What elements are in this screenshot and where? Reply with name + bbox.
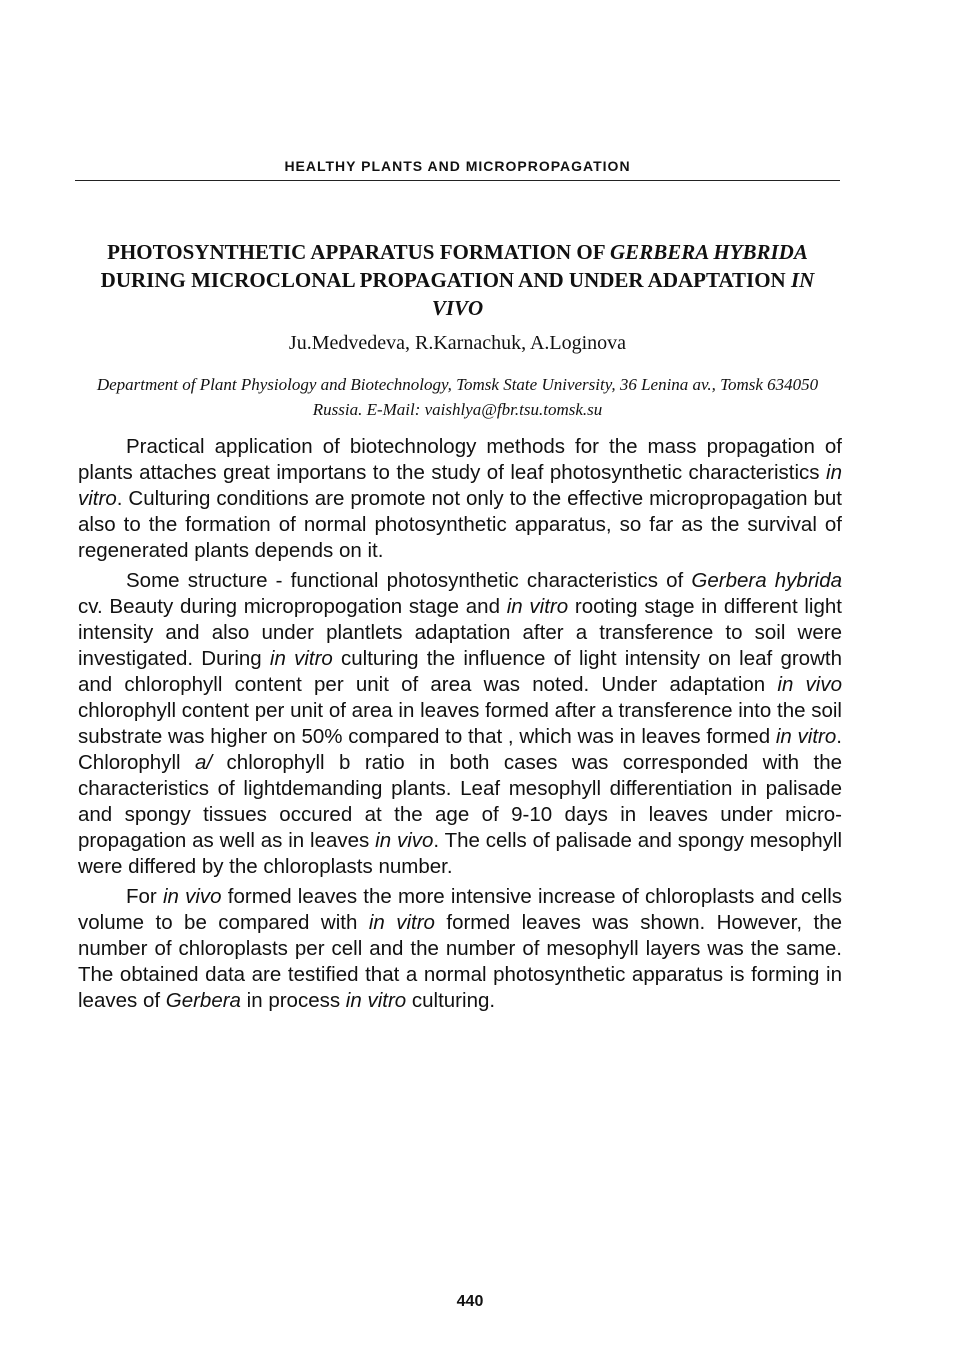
title-in-vivo: IN VIVO	[431, 268, 815, 320]
italic-term: in vitro	[78, 461, 842, 510]
abstract-body	[78, 434, 842, 1018]
text-run: chlorophyll b ratio in both cases was corresponded with the characteristics of lightdemanding plants. Leaf mesophyll differentiation in palisade and spongy tissues occured at the age of 9-10 days in leaves under micro-propagation as well as in leaves	[78, 751, 842, 852]
italic-term: in vitro	[506, 595, 569, 618]
italic-term: in vitro	[368, 911, 435, 934]
italic-term: Gerbera	[165, 989, 241, 1012]
text-run: . Chlorophyll	[78, 725, 842, 774]
text-run: in process	[240, 989, 346, 1012]
text-run: rooting stage in different light intensity and also under plantlets adaptation after a transference to soil were investigated. During	[78, 595, 842, 670]
italic-term: in vitro	[269, 647, 333, 670]
italic-term: in vivo	[777, 673, 842, 696]
body-paragraph	[78, 884, 842, 1014]
italic-term: in vivo	[162, 885, 222, 908]
text-run: Some structure - functional photosynthetic characteristics of	[126, 569, 692, 592]
author-list: Ju.Medvedeva, R.Karnachuk, A.Loginova	[288, 332, 627, 354]
text-run: For	[126, 885, 163, 908]
body-paragraph	[78, 434, 842, 564]
text-run: culturing the influence of light intensity on leaf growth and chlorophyll content per unit of area was noted. Under adaptation	[78, 647, 842, 696]
text-run: Practical application of biotechnology methods for the mass propagation of plants attaches great importans to the study of leaf photosynthetic characteristics	[78, 435, 842, 484]
text-run: . The cells of palisade and spongy mesophyll were differed by the chloroplasts number.	[78, 829, 842, 878]
title-species: GERBERA HYBRIDA	[610, 240, 808, 264]
title-part-3: DURING MICROCLONAL PROPAGATION AND UNDER ADAPTATION	[100, 268, 791, 292]
italic-term: in vivo	[375, 829, 434, 852]
text-run: formed leaves the more intensive increase of chloroplasts and cells volume to be compared with	[78, 885, 843, 934]
italic-term: a/	[195, 751, 213, 774]
affiliation: Department of Plant Physiology and Biotechnology, Tomsk State University, 36 Lenina av., Tomsk 634050 Russia. E-Mail: vaishlya@fbr.tsu.tomsk.su	[96, 375, 819, 419]
title-part-1: PHOTOSYNTHETIC APPARATUS FORMATION OF	[107, 240, 611, 264]
running-header: HEALTHY PLANTS AND MICROPROPAGATION	[284, 158, 631, 174]
text-run: cv. Beauty during micropropogation stage and	[78, 595, 507, 618]
italic-term: in vitro	[775, 725, 837, 748]
text-run: culturing.	[406, 989, 496, 1012]
text-run: chlorophyll content per unit of area in leaves formed after a transference into the soil substrate was higher on 50% compared to that , which was in leaves formed	[78, 699, 842, 748]
paper-title	[95, 238, 820, 322]
page-number: 440	[456, 1293, 484, 1310]
italic-term: in vitro	[345, 989, 407, 1012]
header-rule	[75, 180, 840, 181]
body-paragraph	[78, 568, 842, 880]
text-run: formed leaves was shown. However, the number of chloroplasts per cell and the number of mesophyll layers was the same. The obtained data are testified that a normal photosynthetic apparatus is forming in leaves of	[78, 911, 842, 1012]
italic-term: Gerbera hybrida	[691, 569, 842, 592]
text-run: . Culturing conditions are promote not only to the effective micropropagation but also to the formation of normal photosynthetic apparatus, so far as the survival of regenerated plants depends on it.	[78, 487, 842, 562]
